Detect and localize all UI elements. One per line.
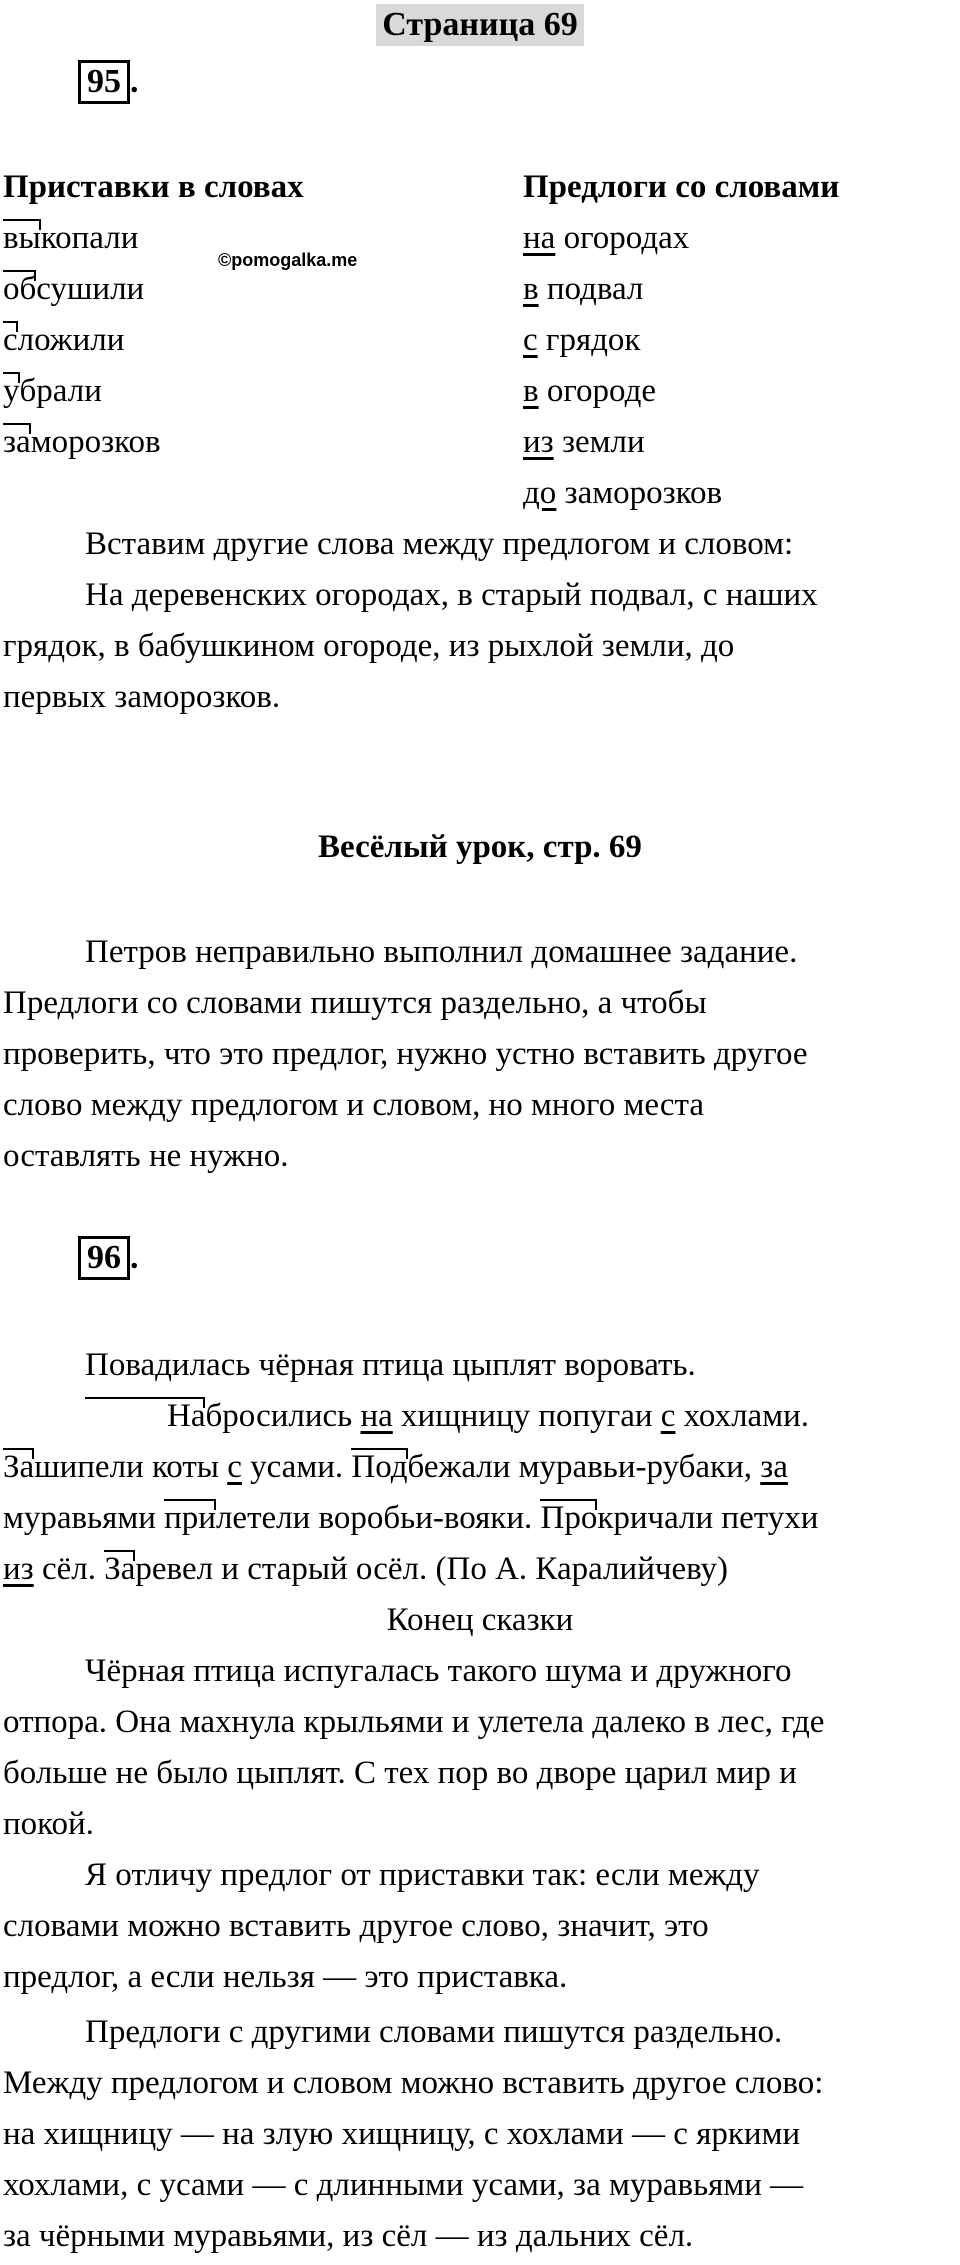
preposition-column — [523, 162, 839, 519]
page-title: Страница 69 — [376, 4, 583, 46]
paragraph-line: слово между предлогом и словом, но много места — [3, 1087, 704, 1123]
paragraph-line: Петров неправильно выполнил домашнее задание. — [85, 934, 798, 970]
preposition-word: в огороде — [523, 373, 657, 409]
ex96-ending — [3, 1646, 958, 2003]
fun-lesson-title: Весёлый урок, стр. 69 — [318, 829, 642, 865]
paragraph-line: хохлами, с усами — с длинными усами, за муравьями — — [3, 2167, 804, 2203]
paragraph-line: муравьями прилетели воробьи-вояки. Прокричали петухи — [3, 1493, 958, 1544]
prefix-column-title: Приставки в словах — [3, 169, 304, 205]
paragraph-line: Чёрная птица испугалась такого шума и дружного — [85, 1653, 792, 1689]
prefix-column — [3, 162, 304, 468]
paragraph-line: На деревенских огородах, в старый подвал, с наших — [85, 577, 818, 613]
paragraph-line: проверить, что это предлог, нужно устно вставить другое — [3, 1036, 808, 1072]
paragraph-line: Предлоги со словами пишутся раздельно, а чтобы — [3, 985, 707, 1021]
ex96-story — [3, 1340, 958, 1595]
preposition-word: с грядок — [523, 322, 641, 358]
paragraph-line: оставлять не нужно. — [3, 1138, 289, 1174]
exercise-95-number: 95 . — [78, 60, 139, 104]
paragraph-line: Набросились на хищницу попугаи с хохлами. — [3, 1391, 958, 1442]
paragraph-line: грядок, в бабушкином огороде, из рыхлой земли, до — [3, 628, 735, 664]
paragraph-line: предлог, а если нельзя — это приставка. — [3, 1959, 568, 1995]
fun-lesson-text — [3, 927, 958, 1182]
exercise-96-number: 96 . — [78, 1236, 139, 1280]
page-header — [0, 4, 960, 46]
paragraph-line: Повадилась чёрная птица цыплят воровать. — [85, 1347, 696, 1383]
paragraph-line: покой. — [3, 1806, 94, 1842]
paragraph-line: отпора. Она махнула крыльями и улетела далеко в лес, где — [3, 1704, 825, 1740]
preposition-word: до заморозков — [523, 475, 723, 511]
paragraph-line: на хищницу — на злую хищницу, с хохлами — с яркими — [3, 2116, 801, 2152]
paragraph-line: словами можно вставить другое слово, значит, это — [3, 1908, 709, 1944]
paragraph-line: Я отличу предлог от приставки так: если между — [85, 1857, 760, 1893]
paragraph-line: Между предлогом и словом можно вставить другое слово: — [3, 2065, 824, 2101]
preposition-word: из земли — [523, 424, 645, 460]
watermark: ©pomogalka.me — [218, 250, 358, 270]
paragraph-line: первых заморозков. — [3, 679, 281, 715]
ex96-conclusion — [3, 2007, 958, 2262]
paragraph-line: Зашипели коты с усами. Подбежали муравьи-рубаки, за — [3, 1442, 958, 1493]
prefix-word: убрали — [3, 366, 304, 417]
paragraph-line: больше не было цыплят. С тех пор во дворе царил мир и — [3, 1755, 797, 1791]
paragraph-line: за чёрными муравьями, из сёл — из дальних сёл. — [3, 2218, 694, 2254]
ex95-insert-text — [3, 519, 958, 723]
preposition-column-title: Предлоги со словами — [523, 169, 840, 205]
end-of-story-title: Конец сказки — [386, 1602, 574, 1638]
prefix-word: обсушили — [3, 264, 304, 315]
prefix-word: заморозков — [3, 417, 304, 468]
paragraph-line: Вставим другие слова между предлогом и словом: — [85, 526, 794, 562]
paragraph-line: Предлоги с другими словами пишутся раздельно. — [85, 2014, 783, 2050]
paragraph-line: из сёл. Заревел и старый осёл. (По А. Каралийчеву) — [3, 1544, 958, 1595]
preposition-word: в подвал — [523, 271, 644, 307]
prefix-word: сложили — [3, 315, 304, 366]
prefix-word: выкопали — [3, 213, 304, 264]
preposition-word: на огородах — [523, 220, 690, 256]
